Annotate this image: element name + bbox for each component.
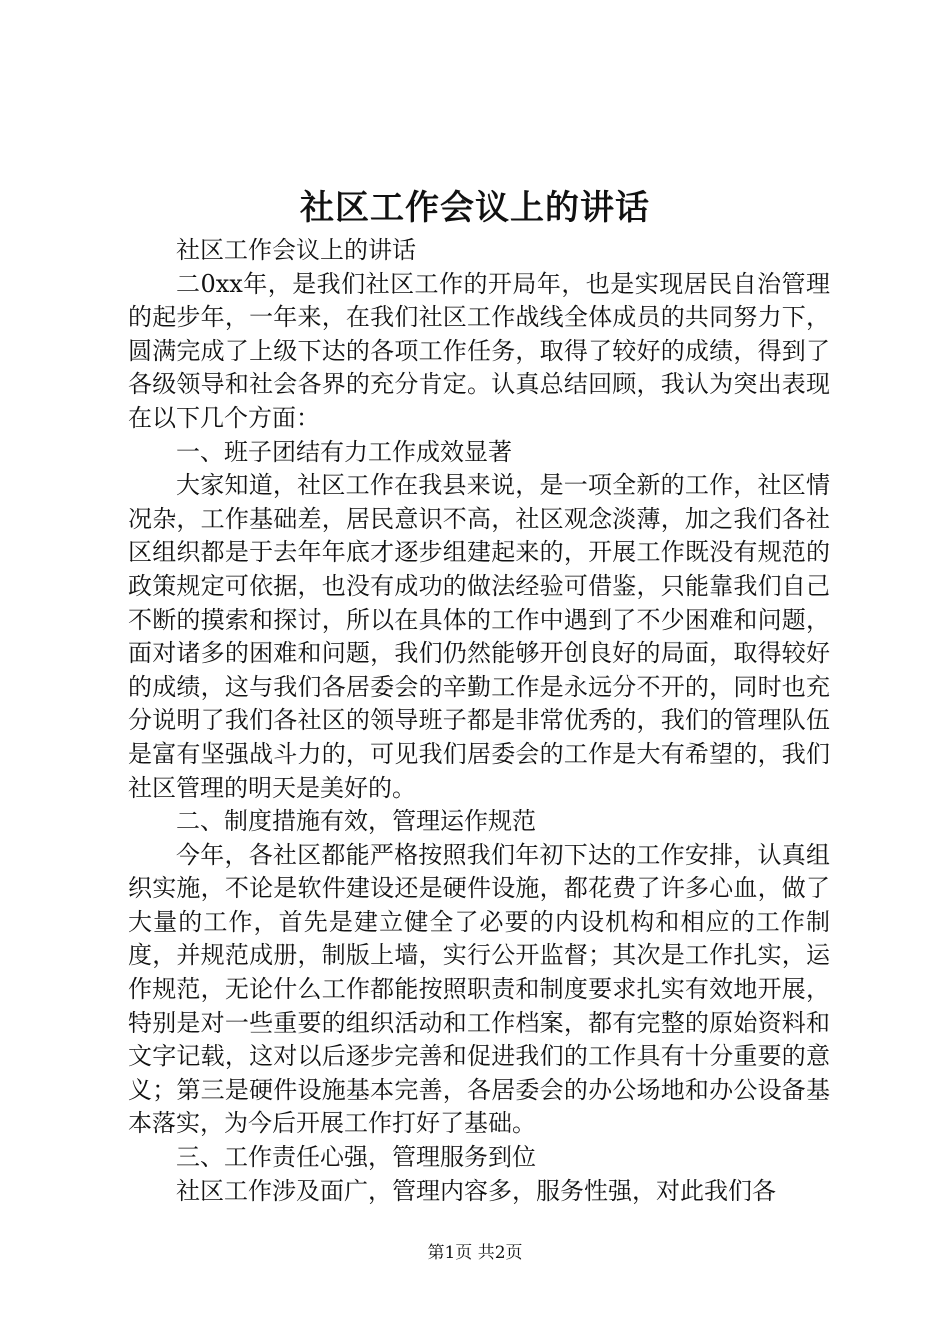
paragraph-intro: 二0xx年，是我们社区工作的开局年，也是实现居民自治管理的起步年，一年来，在我们社区工作战线全体成员的共同努力下，圆满完成了上级下达的各项工作任务，取得了较好的成绩，得到了各级领导和社会各界的充分肯定。认真总结回顾，我认为突出表现在以下几个方面：	[128, 269, 830, 432]
paragraph-section-2: 今年，各社区都能严格按照我们年初下达的工作安排，认真组织实施，不论是软件建设还是硬件设施，都花费了许多心血，做了大量的工作，首先是建立健全了必要的内设机构和相应的工作制度，并规范成册，制版上墙，实行公开监督；其次是工作扎实，运作规范，无论什么工作都能按照职责和制度要求扎实有效地开展，特别是对一些重要的组织活动和工作档案，都有完整的原始资料和文字记载，这对以后逐步完善和促进我们的工作具有十分重要的意义；第三是硬件设施基本完善，各居委会的办公场地和办公设备基本落实，为今后开展工作打好了基础。	[128, 840, 830, 1138]
document-title: 社区工作会议上的讲话	[300, 188, 650, 228]
document-body	[128, 234, 830, 1208]
paragraph-subtitle: 社区工作会议上的讲话	[176, 236, 416, 264]
paragraph-section-1: 大家知道，社区工作在我县来说，是一项全新的工作，社区情况杂，工作基础差，居民意识不高，社区观念淡薄，加之我们各社区组织都是于去年年底才逐步组建起来的，开展工作既没有规范的政策规定可依据，也没有成功的做法经验可借鉴，只能靠我们自己不断的摸索和探讨，所以在具体的工作中遇到了不少困难和问题，面对诸多的困难和问题，我们仍然能够开创良好的局面，取得较好的成绩，这与我们各居委会的辛勤工作是永远分不开的，同时也充分说明了我们各社区的领导班子都是非常优秀的，我们的管理队伍是富有坚强战斗力的，可见我们居委会的工作是大有希望的，我们社区管理的明天是美好的。	[128, 471, 830, 802]
section-heading-2: 二、制度措施有效，管理运作规范	[176, 807, 536, 836]
page-number-footer: 第1页 共2页	[427, 1243, 523, 1263]
paragraph-section-3: 社区工作涉及面广，管理内容多，服务性强，对此我们各	[176, 1176, 776, 1205]
section-heading-3: 三、工作责任心强，管理服务到位	[176, 1143, 536, 1172]
section-heading-1: 一、班子团结有力工作成效显著	[176, 437, 512, 466]
